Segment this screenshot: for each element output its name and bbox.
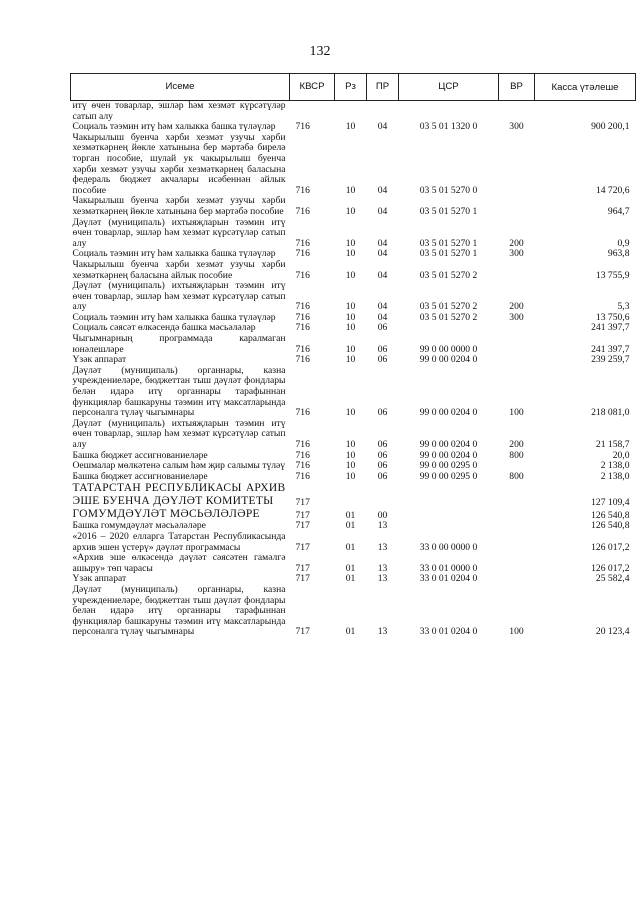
row-csr xyxy=(399,101,499,123)
row-name: Социаль сәясәт өлкәсендә башка мәсьәләләр xyxy=(72,322,256,334)
row-rz: 10 xyxy=(345,439,356,450)
row-vr: 300 xyxy=(509,311,524,323)
row-csr xyxy=(399,508,499,521)
row-rz: 10 xyxy=(345,121,356,133)
row-pr: 00 xyxy=(377,509,388,521)
row-rz: 10 xyxy=(345,407,356,419)
row-name: «Архив эше өлкәсендә дәүләт сәясәтен гамәлгә ашыру» төп чарасы xyxy=(72,552,286,574)
table-row xyxy=(71,482,636,508)
row-name: Дәүләт (муниципаль) ихтыяҗларын тәэмин итү өчен товарлар, эшләр һәм хезмәт күрсәтүләр сатып алу xyxy=(72,216,286,249)
row-name: Чыгымнарның программада каралмаган юнәлешләре xyxy=(72,333,286,355)
row-vr xyxy=(499,521,535,532)
row-csr: 03 5 01 5270 1 xyxy=(419,205,478,217)
table-row xyxy=(71,366,636,419)
row-pr: 06 xyxy=(377,460,388,472)
table-row xyxy=(71,472,636,483)
table-row xyxy=(71,133,636,197)
row-kvsr: 716 xyxy=(295,269,310,281)
row-csr: 99 0 00 0000 0 xyxy=(419,343,478,355)
row-rz: 01 xyxy=(345,509,356,521)
table-row xyxy=(71,334,636,355)
row-name: Чакырылыш буенча хәрби хезмәт узучы хәрби хезмәткәрнең йөкле хатынына бер мәртәбә пособие xyxy=(72,195,286,217)
row-kvsr: 716 xyxy=(295,301,310,313)
row-kvsr: 716 xyxy=(295,407,310,419)
row-csr: 99 0 00 0295 0 xyxy=(419,470,478,482)
row-rz: 10 xyxy=(345,184,356,196)
row-kassa-sum xyxy=(535,101,636,123)
row-kvsr: 717 xyxy=(295,509,310,521)
row-kvsr: 717 xyxy=(295,573,310,585)
row-rz: 10 xyxy=(345,470,356,482)
col-header-csr: ЦСР xyxy=(399,74,499,101)
row-kassa-sum: 0,9 xyxy=(617,237,630,249)
row-rz: 10 xyxy=(345,248,356,260)
row-kvsr: 716 xyxy=(295,460,310,472)
row-csr: 03 5 01 5270 1 xyxy=(419,248,478,260)
row-pr: 13 xyxy=(377,573,388,585)
col-header-kassa: Касса үтәлеше xyxy=(535,74,636,101)
row-name: итү өчен товарлар, эшләр һәм хезмәт күрсәтүләр сатып алу xyxy=(72,100,286,122)
table-body xyxy=(71,101,636,638)
row-vr: 100 xyxy=(509,407,524,419)
row-rz: 10 xyxy=(345,311,356,323)
table-row xyxy=(71,585,636,638)
row-kvsr: 716 xyxy=(295,354,310,366)
row-rz: 10 xyxy=(345,237,356,249)
row-pr: 13 xyxy=(377,626,388,638)
row-name: ТАТАРСТАН РЕСПУБЛИКАСЫ АРХИВ ЭШЕ БУЕНЧА ДӘҮЛӘТ КОМИТЕТЫ xyxy=(72,482,286,508)
row-name: Дәүләт (муниципаль) органнары, казна учреждениеләре, бюджеттан тыш дәүләт фондлары белән идарә итү органнары тарафыннан функцияләр башкаруны тәэмин итү максатларында персоналга түләү чыгымнары xyxy=(72,583,286,638)
row-rz: 10 xyxy=(345,301,356,313)
row-rz: 10 xyxy=(345,322,356,334)
row-kassa-sum: 964,7 xyxy=(607,205,630,217)
row-kassa-sum: 241 397,7 xyxy=(591,322,630,334)
row-pr: 13 xyxy=(377,520,388,532)
row-rz: 10 xyxy=(345,343,356,355)
row-rz: 10 xyxy=(345,205,356,217)
row-kvsr: 716 xyxy=(295,184,310,196)
row-vr: 800 xyxy=(509,449,524,461)
row-rz: 01 xyxy=(345,520,356,532)
row-vr xyxy=(499,260,535,281)
row-kassa-sum: 13 755,9 xyxy=(595,269,630,281)
row-rz: 10 xyxy=(345,460,356,472)
table-row xyxy=(71,419,636,451)
table-row xyxy=(71,260,636,281)
row-vr xyxy=(499,508,535,521)
table-row xyxy=(71,553,636,574)
row-vr xyxy=(499,553,535,574)
row-csr: 99 0 00 0204 0 xyxy=(419,449,478,461)
row-pr: 06 xyxy=(377,439,388,450)
row-pr: 04 xyxy=(377,237,388,249)
row-kvsr: 717 xyxy=(295,626,310,638)
row-vr: 300 xyxy=(509,121,524,133)
row-rz xyxy=(335,101,367,123)
row-pr: 06 xyxy=(377,343,388,355)
row-rz: 01 xyxy=(345,562,356,574)
row-pr: 04 xyxy=(377,301,388,313)
row-csr: 99 0 00 0204 0 xyxy=(419,407,478,419)
row-kassa-sum: 126 540,8 xyxy=(591,509,630,521)
row-pr: 06 xyxy=(377,470,388,482)
row-name: Башка гомумдәүләт мәсьәләләре xyxy=(72,520,206,532)
row-kassa-sum: 241 397,7 xyxy=(591,343,630,355)
table-row xyxy=(71,196,636,217)
row-vr: 300 xyxy=(509,248,524,260)
col-header-pr: ПР xyxy=(367,74,399,101)
row-vr xyxy=(499,532,535,553)
row-pr: 04 xyxy=(377,269,388,281)
row-kassa-sum: 126 017,2 xyxy=(591,541,630,553)
row-kvsr xyxy=(290,101,335,123)
row-vr xyxy=(499,101,535,123)
col-header-rz: Рз xyxy=(335,74,367,101)
row-kassa-sum: 2 138,0 xyxy=(600,460,630,472)
col-header-name: Исеме xyxy=(71,74,290,101)
row-pr: 04 xyxy=(377,184,388,196)
row-vr xyxy=(499,196,535,217)
row-kassa-sum: 13 750,6 xyxy=(595,311,630,323)
row-kassa-sum: 14 720,6 xyxy=(595,184,630,196)
row-kvsr: 716 xyxy=(295,311,310,323)
table-row xyxy=(71,281,636,313)
row-pr: 06 xyxy=(377,354,388,366)
row-name: Дәүләт (муниципаль) ихтыяҗларын тәэмин итү өчен товарлар, эшләр һәм хезмәт күрсәтүләр сатып алу xyxy=(72,417,286,450)
row-kvsr: 716 xyxy=(295,439,310,450)
table-row xyxy=(71,218,636,250)
row-csr xyxy=(399,323,499,334)
row-rz: 01 xyxy=(345,626,356,638)
row-name: Чакырылыш буенча хәрби хезмәт узучы хәрби хезмәткәрнең йөкле хатынына бер мәртәбә бирелә торган пособие, шулай ук чакырылыш буенча хәрби хезмәт узучы хәрби хезмәткәрнең баласына федераль бюджет акчалары исәбеннән айлык пособие xyxy=(72,131,286,196)
row-rz: 10 xyxy=(345,269,356,281)
row-name: Дәүләт (муниципаль) ихтыяҗларын тәэмин итү өчен товарлар, эшләр һәм хезмәт күрсәтүләр сатып алу xyxy=(72,280,286,313)
row-csr: 03 5 01 5270 2 xyxy=(419,311,478,323)
row-rz xyxy=(335,482,367,508)
row-pr: 04 xyxy=(377,248,388,260)
row-pr: 13 xyxy=(377,562,388,574)
row-csr: 03 5 01 5270 2 xyxy=(419,269,478,281)
row-kvsr: 716 xyxy=(295,248,310,260)
row-name: Башка бюджет ассигнованиеләре xyxy=(72,449,208,461)
row-vr: 200 xyxy=(509,439,524,450)
row-name: «2016 – 2020 елларга Татарстан Республикасында архив эшен үстерү» дәүләт программасы xyxy=(72,530,286,553)
row-csr: 33 0 01 0204 0 xyxy=(419,573,478,585)
row-csr: 33 0 00 0000 0 xyxy=(419,541,478,553)
row-kvsr: 717 xyxy=(295,520,310,532)
row-kvsr: 716 xyxy=(295,205,310,217)
row-csr: 99 0 00 0204 0 xyxy=(419,439,478,450)
row-pr: 06 xyxy=(377,322,388,334)
row-csr: 03 5 01 5270 2 xyxy=(419,301,478,313)
row-vr xyxy=(499,133,535,197)
row-rz: 10 xyxy=(345,449,356,461)
row-pr xyxy=(367,101,399,123)
row-kvsr: 716 xyxy=(295,237,310,249)
row-vr: 200 xyxy=(509,301,524,313)
row-vr: 200 xyxy=(509,237,524,249)
row-pr: 13 xyxy=(377,541,388,553)
row-kassa-sum: 25 582,4 xyxy=(595,573,630,585)
table-row xyxy=(71,101,636,123)
row-pr xyxy=(367,482,399,508)
row-kassa-sum: 5,3 xyxy=(617,301,630,313)
row-pr: 04 xyxy=(377,121,388,133)
row-pr: 06 xyxy=(377,449,388,461)
row-name: Башка бюджет ассигнованиеләре xyxy=(72,470,208,482)
row-kvsr: 717 xyxy=(295,496,310,508)
row-name: Чакырылыш буенча хәрби хезмәт узучы хәрби хезмәткәрнең баласына айлык пособие xyxy=(72,258,286,281)
row-kassa-sum: 126 017,2 xyxy=(591,562,630,574)
table-header-row xyxy=(71,74,636,101)
row-kvsr: 716 xyxy=(295,322,310,334)
row-kassa-sum: 900 200,1 xyxy=(591,121,630,133)
page-number: 132 xyxy=(309,44,331,59)
row-csr: 33 0 01 0000 0 xyxy=(419,562,478,574)
row-kassa-sum: 2 138,0 xyxy=(600,470,630,482)
row-name: Үзәк аппарат xyxy=(72,573,127,585)
row-vr xyxy=(499,355,535,366)
table-row xyxy=(71,532,636,553)
row-csr: 03 5 01 5270 1 xyxy=(419,237,478,249)
row-kvsr: 716 xyxy=(295,449,310,461)
row-kassa-sum: 963,8 xyxy=(607,248,630,260)
row-vr xyxy=(499,334,535,355)
row-kassa-sum: 218 081,0 xyxy=(591,407,630,419)
row-rz: 10 xyxy=(345,354,356,366)
row-name: Үзәк аппарат xyxy=(72,354,127,366)
row-kassa-sum: 20,0 xyxy=(612,449,630,461)
row-name: Социаль тәэмин итү һәм халыкка башка түләүләр xyxy=(72,311,276,323)
row-kvsr: 717 xyxy=(295,562,310,574)
row-name: Дәүләт (муниципаль) органнары, казна учреждениеләре, бюджеттан тыш дәүләт фондлары белән идарә итү органнары тарафыннан функцияләр башкаруны тәэмин итү максатларында персоналга түләү чыгымнары xyxy=(72,364,286,419)
row-vr: 800 xyxy=(509,470,524,482)
row-kassa-sum: 21 158,7 xyxy=(595,439,630,450)
row-csr xyxy=(399,521,499,532)
col-header-kvsr: КВСР xyxy=(290,74,335,101)
row-name: Социаль тәэмин итү һәм халыкка башка түләүләр xyxy=(72,248,276,260)
row-name: ГОМУМДӘҮЛӘТ МӘСЬӘЛӘЛӘРЕ xyxy=(72,508,260,521)
row-csr: 03 5 01 1320 0 xyxy=(419,121,478,133)
row-csr: 99 0 00 0295 0 xyxy=(419,460,478,472)
row-rz: 01 xyxy=(345,573,356,585)
row-kassa-sum: 126 540,8 xyxy=(591,520,630,532)
row-kassa-sum: 239 259,7 xyxy=(591,354,630,366)
row-vr xyxy=(499,323,535,334)
row-csr: 99 0 00 0204 0 xyxy=(419,354,478,366)
row-vr xyxy=(499,482,535,508)
row-name: Оешмалар мөлкәтенә салым һәм җир салымы түләү xyxy=(72,460,286,472)
row-csr: 33 0 01 0204 0 xyxy=(419,626,478,638)
row-kassa-sum: 127 109,4 xyxy=(591,496,630,508)
row-name: Социаль тәэмин итү һәм халыкка башка түләүләр xyxy=(72,121,276,133)
row-vr xyxy=(499,574,535,585)
row-pr: 04 xyxy=(377,205,388,217)
budget-execution-table xyxy=(70,73,636,638)
row-csr xyxy=(399,482,499,508)
row-rz: 01 xyxy=(345,541,356,553)
row-kvsr: 716 xyxy=(295,470,310,482)
col-header-vr: ВР xyxy=(499,74,535,101)
row-kvsr: 716 xyxy=(295,343,310,355)
row-kvsr: 717 xyxy=(295,541,310,553)
row-vr: 100 xyxy=(509,626,524,638)
row-kvsr: 716 xyxy=(295,121,310,133)
row-pr: 04 xyxy=(377,311,388,323)
row-pr: 06 xyxy=(377,407,388,419)
row-csr: 03 5 01 5270 0 xyxy=(419,184,478,196)
row-kassa-sum: 20 123,4 xyxy=(595,626,630,638)
